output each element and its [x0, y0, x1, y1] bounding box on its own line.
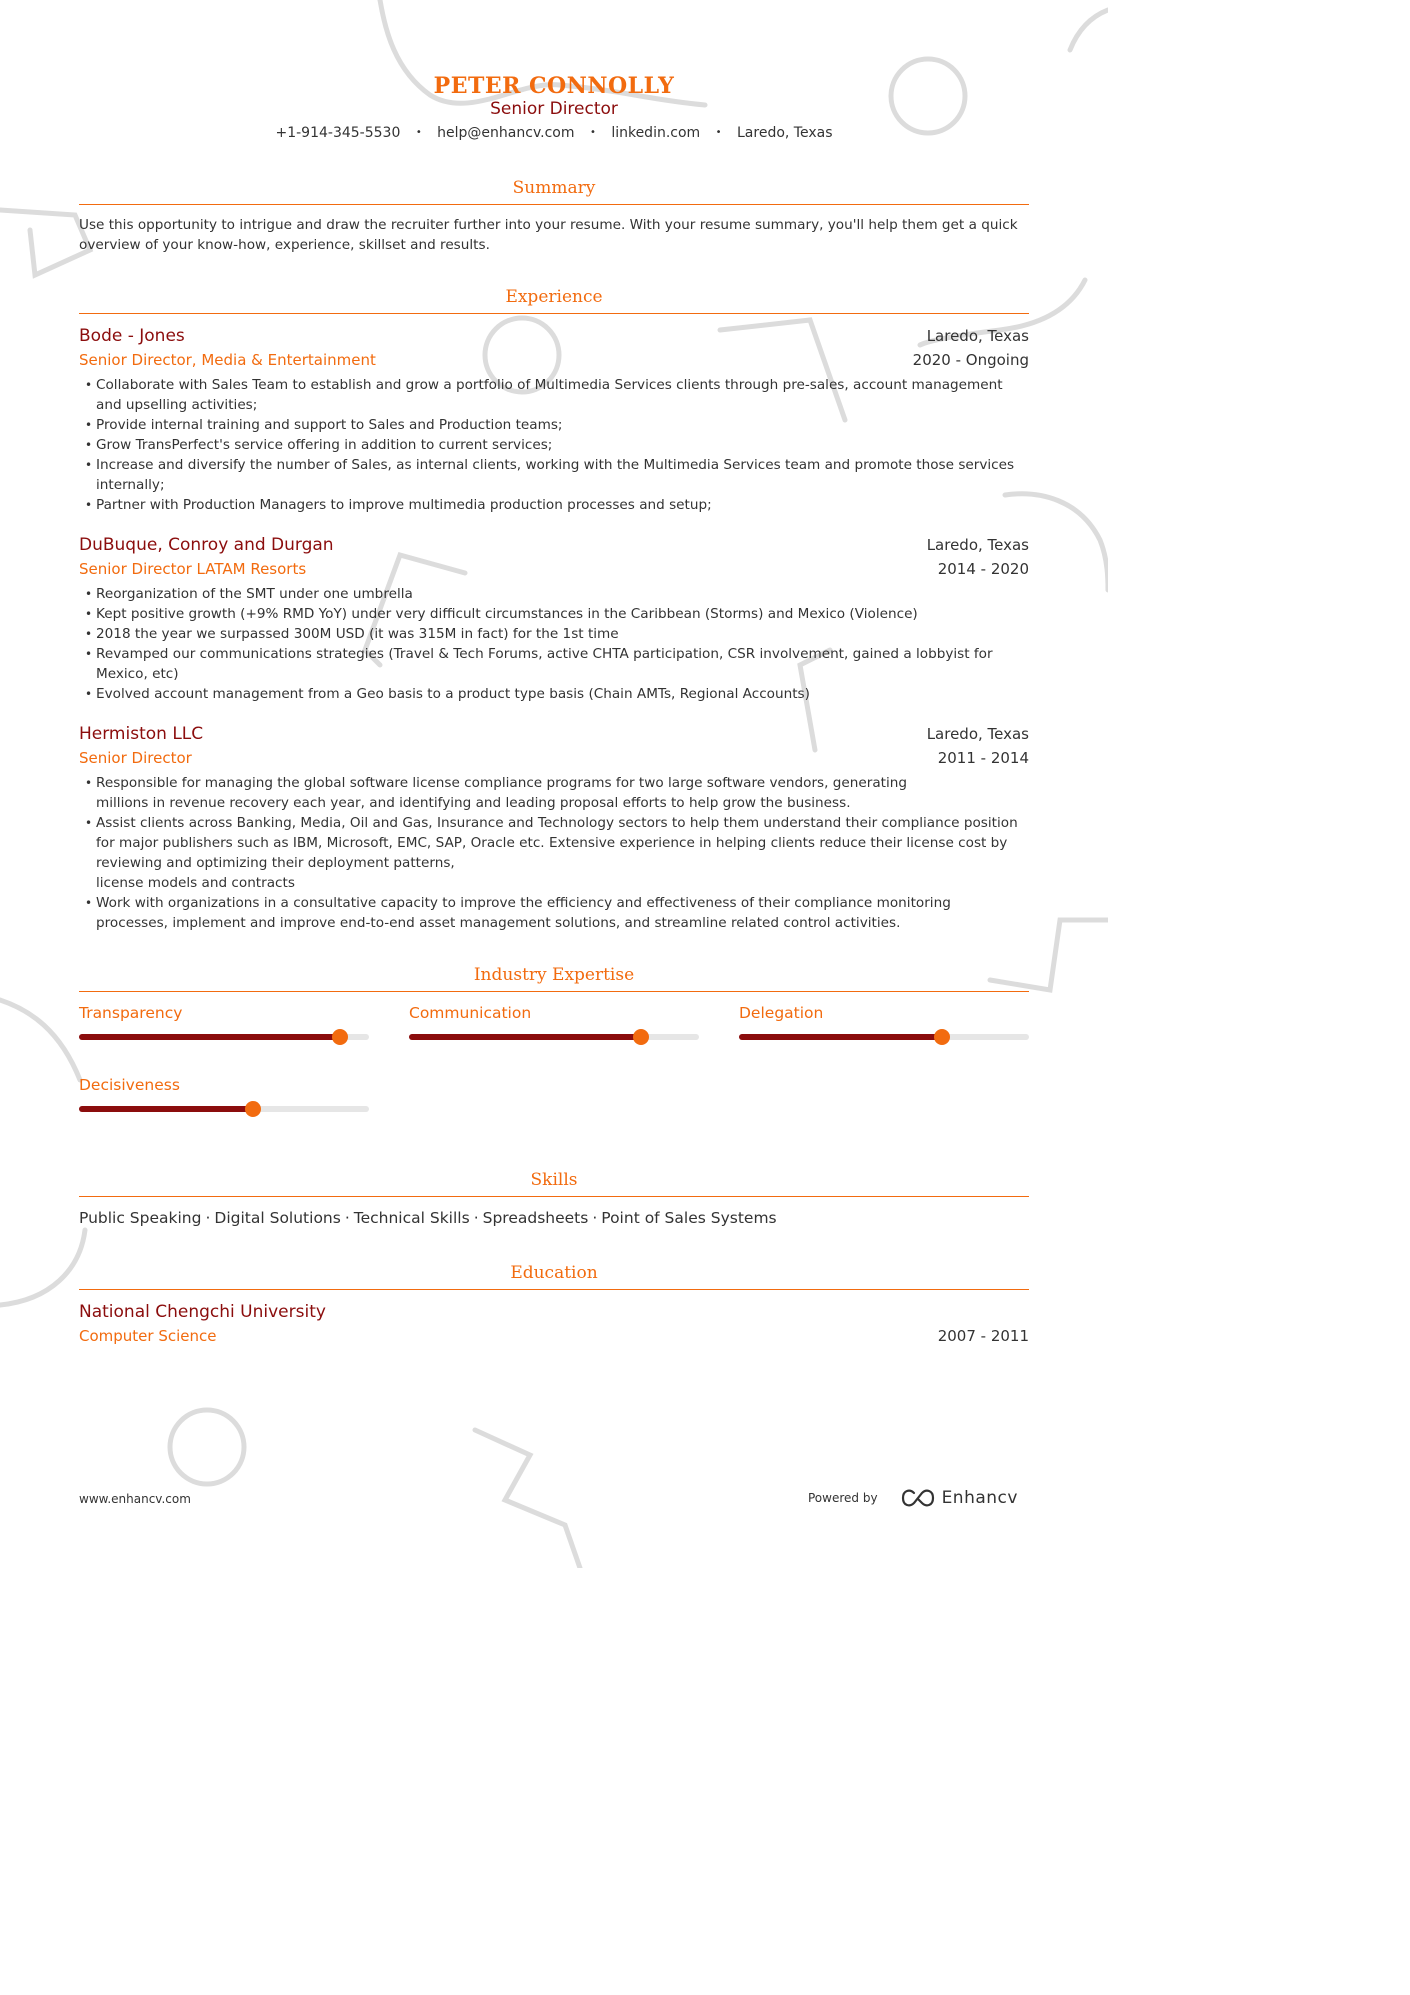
- job-bullets: [79, 773, 1029, 933]
- expertise-item: [79, 1074, 369, 1146]
- job-location: Laredo, Texas: [926, 327, 1029, 345]
- contact-separator: •: [589, 127, 596, 138]
- candidate-name: PETER CONNOLLY: [433, 73, 675, 99]
- job-bullet: • Revamped our communications strategies (Travel & Tech Forums, active CHTA participation, CSR involvement, gained a lobbyist for Mexico, etc): [79, 644, 1029, 684]
- job-bullet: • 2018 the year we surpassed 300M USD (it was 315M in fact) for the 1st time: [79, 624, 1029, 644]
- expertise-bar-knob: [245, 1101, 261, 1117]
- job-bullet: • Partner with Production Managers to improve multimedia production processes and setup;: [79, 495, 1029, 515]
- education-entry: [79, 1300, 1029, 1348]
- candidate-title: Senior Director: [490, 99, 618, 119]
- skill-item: Spreadsheets: [482, 1209, 589, 1227]
- job-bullet: • Grow TransPerfect's service offering in addition to current services;: [79, 435, 1029, 455]
- contact-separator: •: [415, 127, 422, 138]
- expertise-item: [409, 1002, 699, 1074]
- expertise-bar-knob: [633, 1029, 649, 1045]
- expertise-bar: [79, 1034, 369, 1040]
- skill-separator: ·: [205, 1209, 211, 1227]
- skill-item: Technical Skills: [353, 1209, 470, 1227]
- expertise-label: Transparency: [79, 1004, 183, 1022]
- education-school: National Chengchi University: [79, 1302, 326, 1322]
- contact-location: Laredo, Texas: [737, 125, 833, 141]
- job-bullet: • Kept positive growth (+9% RMD YoY) under very difficult circumstances in the Caribbean (Storms) and Mexico (Violence): [79, 604, 1029, 624]
- expertise-bar: [409, 1034, 699, 1040]
- footer-website[interactable]: www.enhancv.com: [79, 1492, 191, 1506]
- expertise-item: [79, 1002, 369, 1074]
- education-heading-text: Education: [510, 1263, 598, 1283]
- expertise-bar-fill: [739, 1034, 942, 1040]
- job-bullet: • Increase and diversify the number of Sales, as internal clients, working with the Multimedia Services team and promote those services internally;: [79, 455, 1029, 495]
- job-dates: 2014 - 2020: [937, 560, 1029, 578]
- education-degree: Computer Science: [79, 1327, 217, 1345]
- skill-separator: ·: [473, 1209, 479, 1227]
- resume-header: [79, 72, 1029, 146]
- expertise-bar: [739, 1034, 1029, 1040]
- footer-powered-by: Powered by: [808, 1491, 878, 1505]
- expertise-bar-fill: [79, 1106, 253, 1112]
- skill-item: Point of Sales Systems: [601, 1209, 777, 1227]
- expertise-bar-fill: [79, 1034, 340, 1040]
- job-role: Senior Director LATAM Resorts: [79, 560, 307, 578]
- job-bullet: • Evolved account management from a Geo basis to a product type basis (Chain AMTs, Regional Accounts): [79, 684, 1029, 704]
- deco-zigzag-bottom: [475, 1430, 580, 1568]
- job-company: Bode - Jones: [79, 326, 185, 346]
- deco-zigzag-left: [0, 210, 90, 275]
- skill-item: Public Speaking: [79, 1209, 202, 1227]
- education-heading: [79, 1259, 1029, 1290]
- resume-page: [79, 72, 1029, 1348]
- expertise-bar-fill: [409, 1034, 641, 1040]
- skill-separator: ·: [344, 1209, 350, 1227]
- expertise-label: Communication: [409, 1004, 532, 1022]
- expertise-item: [739, 1002, 1029, 1074]
- expertise-heading: [79, 961, 1029, 992]
- job-bullet: • Assist clients across Banking, Media, Oil and Gas, Insurance and Technology sectors to help them understand their compliance position for major publishers such as IBM, Microsoft, EMC, SAP, Oracle etc. Extensive experience in helping clients reduce their license cost by reviewing and optimizing their deployment patterns, license models and contracts: [79, 813, 1029, 893]
- experience-heading-text: Experience: [505, 287, 603, 307]
- summary-heading-text: Summary: [512, 178, 596, 198]
- job-bullet: • Provide internal training and support to Sales and Production teams;: [79, 415, 1029, 435]
- job-dates: 2011 - 2014: [937, 749, 1029, 767]
- job-entry: [79, 533, 1029, 704]
- expertise-grid: [79, 1002, 1029, 1146]
- footer-branding: [808, 1488, 1018, 1508]
- deco-arc-left-2: [0, 1230, 85, 1305]
- job-role: Senior Director: [79, 749, 192, 767]
- skill-separator: ·: [592, 1209, 598, 1227]
- enhancv-logo-icon: [900, 1488, 936, 1508]
- job-entry: [79, 324, 1029, 515]
- contact-linkedin[interactable]: linkedin.com: [611, 125, 701, 141]
- skills-heading-text: Skills: [530, 1170, 578, 1190]
- job-company: Hermiston LLC: [79, 724, 204, 744]
- job-dates: 2020 - Ongoing: [912, 351, 1029, 369]
- footer-brand-name[interactable]: Enhancv: [941, 1488, 1018, 1508]
- job-bullet: • Work with organizations in a consultative capacity to improve the efficiency and effectiveness of their compliance monitoring processes, implement and improve end-to-end asset management solutions, and streamline related control activities.: [79, 893, 1029, 933]
- expertise-bar: [79, 1106, 369, 1112]
- job-bullet: • Collaborate with Sales Team to establish and grow a portfolio of Multimedia Services clients through pre-sales, account management and upselling activities;: [79, 375, 1029, 415]
- education-dates: 2007 - 2011: [937, 1327, 1029, 1345]
- expertise-label: Decisiveness: [79, 1076, 180, 1094]
- job-bullets: [79, 584, 1029, 704]
- skills-list: [79, 1207, 1029, 1229]
- deco-arc-left: [0, 1000, 80, 1080]
- summary-heading: [79, 174, 1029, 205]
- expertise-bar-knob: [332, 1029, 348, 1045]
- summary-text: Use this opportunity to intrigue and draw the recruiter further into your resume. With your resume summary, you'll help them get a quick overview of your know-how, experience, skillset and results.: [79, 217, 1018, 253]
- expertise-label: Delegation: [739, 1004, 824, 1022]
- job-entry: [79, 722, 1029, 933]
- job-location: Laredo, Texas: [926, 536, 1029, 554]
- contact-email[interactable]: help@enhancv.com: [437, 125, 575, 141]
- skill-item: Digital Solutions: [214, 1209, 341, 1227]
- expertise-heading-text: Industry Expertise: [473, 965, 635, 985]
- job-bullet: • Reorganization of the SMT under one umbrella: [79, 584, 1029, 604]
- job-role: Senior Director, Media & Entertainment: [79, 351, 376, 369]
- expertise-bar-knob: [934, 1029, 950, 1045]
- job-company: DuBuque, Conroy and Durgan: [79, 535, 334, 555]
- job-bullet: • Responsible for managing the global software license compliance programs for two large software vendors, generating millions in revenue recovery each year, and identifying and leading proposal efforts to help grow the business.: [79, 773, 1029, 813]
- skills-heading: [79, 1166, 1029, 1197]
- contact-line: [79, 122, 1029, 146]
- deco-arc-corner: [1070, 10, 1108, 50]
- job-bullets: [79, 375, 1029, 515]
- deco-circle-bottom: [170, 1410, 244, 1484]
- experience-heading: [79, 283, 1029, 314]
- contact-phone[interactable]: +1-914-345-5530: [275, 125, 401, 141]
- job-location: Laredo, Texas: [926, 725, 1029, 743]
- contact-separator: •: [715, 127, 722, 138]
